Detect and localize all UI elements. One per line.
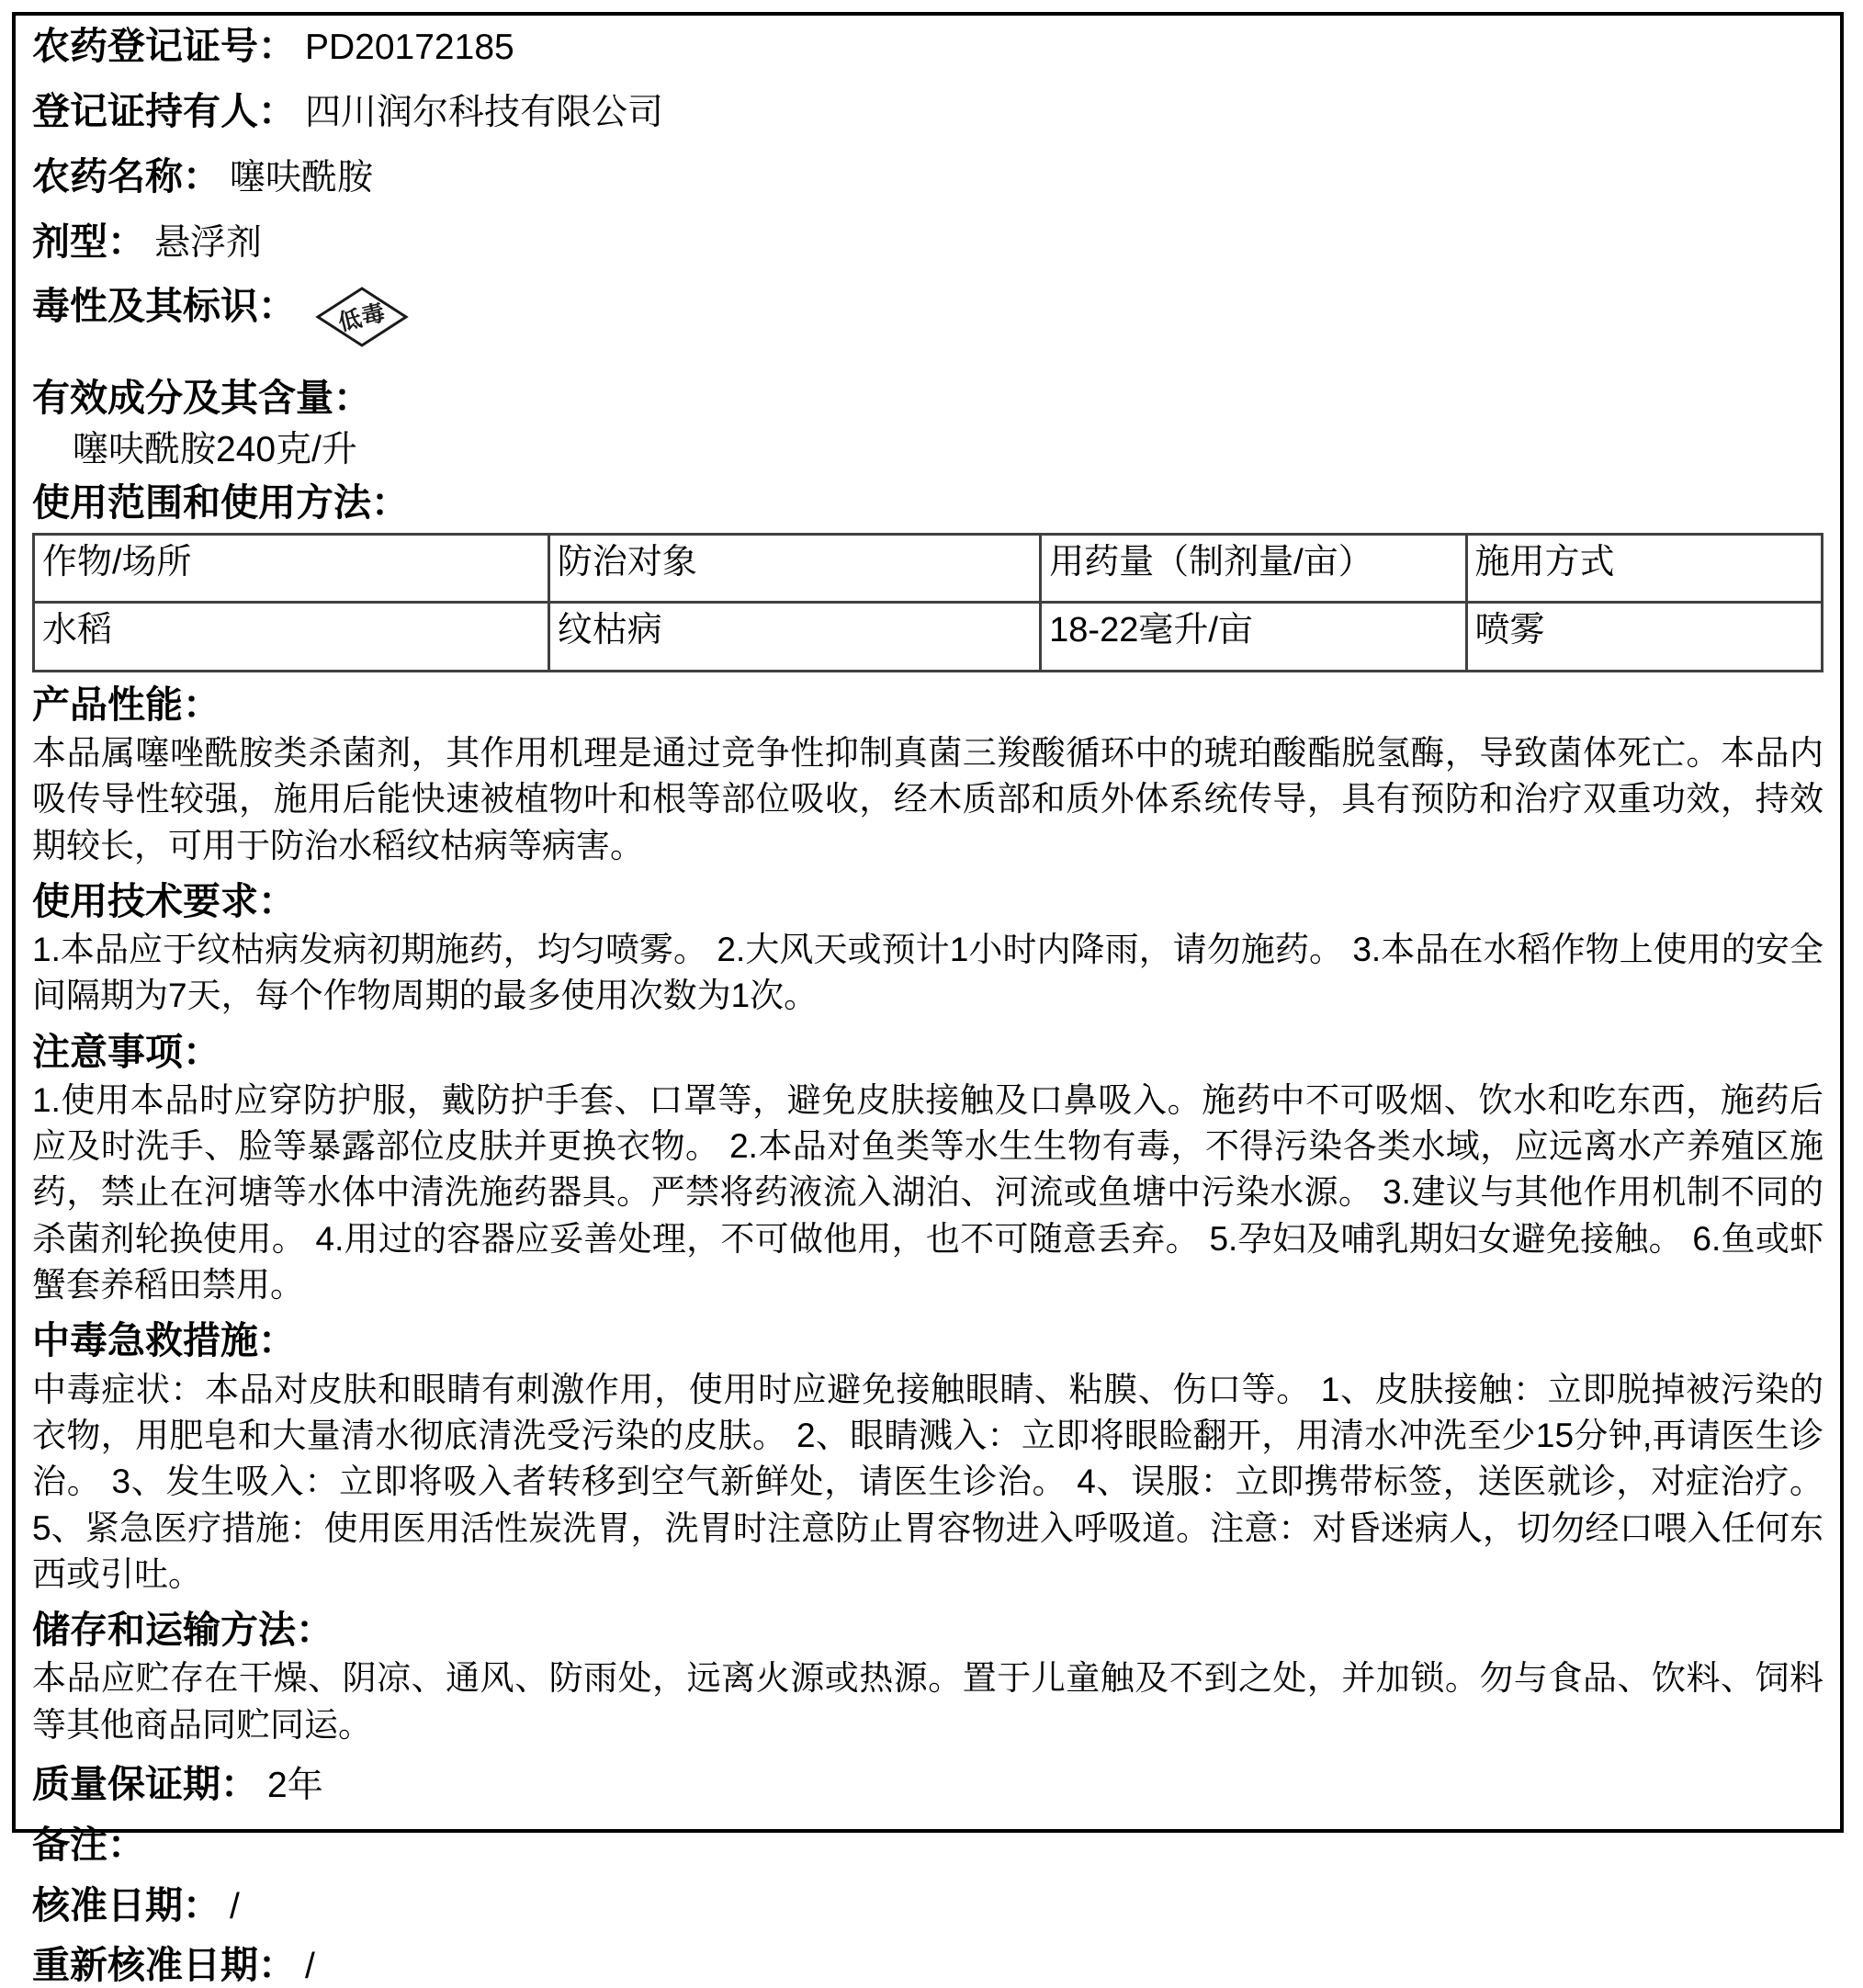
- field-row: [32, 155, 1823, 199]
- active-ingredient-heading: 有效成分及其含量：: [32, 377, 371, 420]
- field-label: 农药登记证号：: [32, 25, 296, 67]
- usage-heading: 使用范围和使用方法：: [32, 481, 409, 525]
- section-body: 1.本品应于纹枯病发病初期施药，均匀喷雾。 2.大风天或预计1小时内降雨，请勿施药。 3.本品在水稻作物上使用的安全间隔期为7天，每个作物周期的最多使用次数为1次。: [32, 931, 1823, 1015]
- bottom-fields: [32, 1763, 1823, 1988]
- field-label: 登记证持有人：: [32, 89, 296, 132]
- field-value: /: [230, 1886, 240, 1926]
- usage-table-data-row: [34, 603, 1823, 672]
- section-body: 本品属噻唑酰胺类杀菌剂，其作用机理是通过竞争性抑制真菌三羧酸循环中的琥珀酸酯脱氢酶，导致菌体死亡。本品内吸传导性较强，施用后能快速被植物叶和根等部位吸收，经木质部和质外体系统传导，具有预防和治疗双重功效，持效期较长，可用于防治水稻纹枯病等病害。: [32, 734, 1823, 864]
- field-row: [32, 1763, 1823, 1807]
- section-body: 本品应贮存在干燥、阴凉、通风、防雨处，远离火源或热源。置于儿童触及不到之处，并加锁。勿与食品、饮料、饲料等其他商品同贮同运。: [32, 1659, 1823, 1744]
- field-label: 剂型：: [32, 220, 145, 263]
- label-section: [32, 1609, 1823, 1748]
- pesticide-registration-document: [12, 12, 1844, 1987]
- label-section: [32, 1319, 1823, 1598]
- usage-table-cell: 喷雾: [1466, 603, 1822, 672]
- field-row: [32, 90, 1823, 134]
- section-heading: 注意事项：: [32, 1030, 220, 1073]
- field-value: /: [305, 1947, 315, 1987]
- field-label: 重新核准日期：: [32, 1944, 296, 1987]
- label-section: [32, 880, 1823, 1020]
- field-row: [32, 1884, 1823, 1928]
- label-sections: [32, 683, 1823, 1748]
- section-body: 中毒症状：本品对皮肤和眼睛有刺激作用，使用时应避免接触眼睛、粘膜、伤口等。 1、皮肤接触：立即脱掉被污染的衣物，用肥皂和大量清水彻底清洗受污染的皮肤。 2、眼睛溅入：立即将眼睑翻开，用清水冲洗至少15分钟,再请医生诊治。 3、发生吸入：立即将吸入者转移到空气新鲜处，请医生诊治。 4、误服：立即携带标签，送医就诊，对症治疗。 5、紧急医疗措施：使用医用活性炭洗胃，洗胃时注意防止胃容物进入呼吸道。注意：对昏迷病人，切勿经口喂入任何东西或引吐。: [32, 1370, 1823, 1593]
- usage-table-cell: 纹枯病: [548, 603, 1040, 672]
- usage-table-header-cell: 施用方式: [1466, 534, 1822, 603]
- toxicity-label: 毒性及其标识：: [32, 285, 296, 328]
- usage-table-cell: 水稻: [34, 603, 549, 672]
- section-heading: 储存和运输方法：: [32, 1609, 333, 1652]
- section-heading: 产品性能：: [32, 683, 220, 726]
- top-fields: [32, 25, 1823, 264]
- usage-table-cell: 18-22毫升/亩: [1041, 603, 1466, 672]
- field-row: [32, 1824, 1823, 1868]
- field-row: [32, 220, 1823, 265]
- toxicity-row: [32, 285, 1823, 349]
- section-heading: 中毒急救措施：: [32, 1319, 296, 1362]
- usage-table: [32, 533, 1823, 672]
- field-value: 四川润尔科技有限公司: [305, 92, 664, 132]
- low-toxicity-diamond-icon: [314, 285, 410, 349]
- usage-table-header-row: [34, 534, 1823, 603]
- field-value: PD20172185: [305, 28, 514, 67]
- field-value: 悬浮剂: [154, 222, 263, 263]
- label-section: [32, 1031, 1823, 1309]
- field-value: 噻呋酰胺: [230, 157, 374, 198]
- usage-table-header-cell: 用药量（制剂量/亩）: [1041, 534, 1466, 603]
- field-label: 农药名称：: [32, 154, 220, 198]
- active-ingredient-value: 噻呋酰胺240克/升: [73, 429, 357, 469]
- field-value: 2年: [267, 1765, 323, 1805]
- label-section: [32, 683, 1823, 869]
- field-row: [32, 25, 1823, 69]
- usage-table-header-cell: 作物/场所: [34, 534, 549, 603]
- field-row: [32, 1944, 1823, 1988]
- toxicity-badge-text: 低毒: [335, 299, 389, 337]
- field-label: 核准日期：: [32, 1883, 220, 1926]
- section-body: 1.使用本品时应穿防护服，戴防护手套、口罩等，避免皮肤接触及口鼻吸入。施药中不可吸烟、饮水和吃东西，施药后应及时洗手、脸等暴露部位皮肤并更换衣物。 2.本品对鱼类等水生生物有毒，不得污染各类水域，应远离水产养殖区施药，禁止在河塘等水体中清洗施药器具。严禁将药液流入湖泊、河流或鱼塘中污染水源。 3.建议与其他作用机制不同的杀菌剂轮换使用。 4.用过的容器应妥善处理，不可做他用，也不可随意丢弃。 5.孕妇及哺乳期妇女避免接触。 6.鱼或虾蟹套养稻田禁用。: [32, 1080, 1823, 1305]
- field-label: 质量保证期：: [32, 1762, 258, 1805]
- field-label: 备注：: [32, 1823, 145, 1866]
- section-heading: 使用技术要求：: [32, 879, 296, 922]
- usage-table-header-cell: 防治对象: [548, 534, 1040, 603]
